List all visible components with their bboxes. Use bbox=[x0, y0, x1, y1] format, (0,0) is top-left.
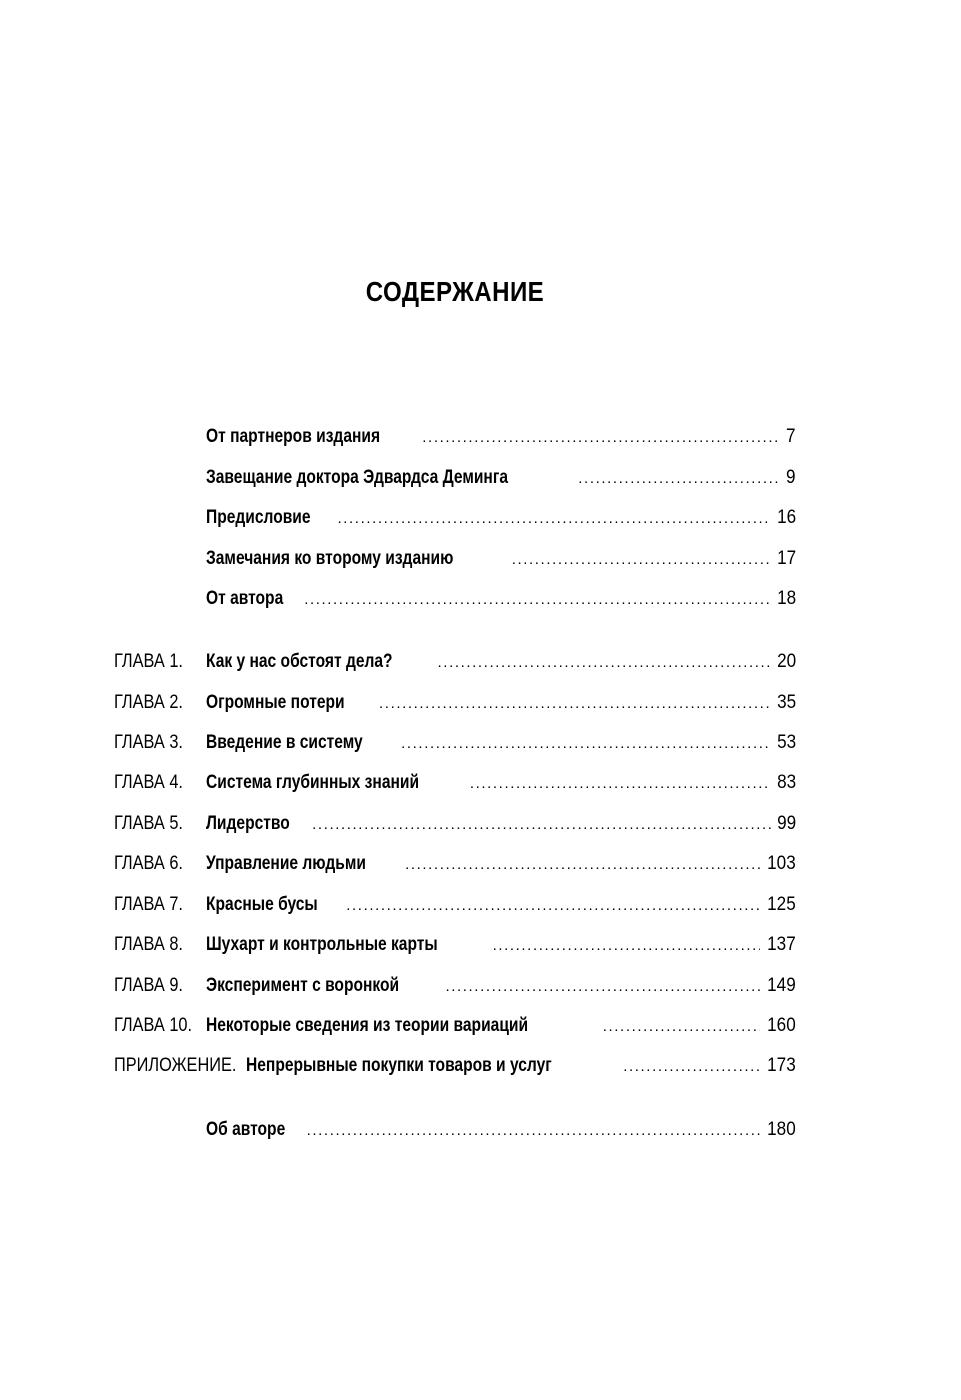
toc-chapter-entry bbox=[114, 931, 796, 959]
toc-chapter-entry bbox=[114, 1012, 796, 1040]
toc-chapter-entry bbox=[114, 810, 796, 838]
toc-dot-leader bbox=[623, 1053, 760, 1081]
chapter-page: 103 bbox=[767, 853, 796, 874]
toc-chapter-entry bbox=[114, 729, 796, 757]
chapter-title: Огромные потери bbox=[206, 692, 345, 713]
chapter-label: ГЛАВА 2. bbox=[114, 692, 183, 713]
chapter-label: ГЛАВА 3. bbox=[114, 732, 183, 753]
toc-entry bbox=[114, 545, 796, 573]
toc-chapter-entry bbox=[114, 972, 796, 1000]
appendix-label: ПРИЛОЖЕНИЕ. bbox=[114, 1055, 237, 1076]
toc-entry-page: 9 bbox=[786, 467, 796, 488]
chapter-label: ГЛАВА 6. bbox=[114, 853, 183, 874]
toc-dot-leader bbox=[307, 1117, 761, 1145]
chapter-title: Система глубинных знаний bbox=[206, 772, 420, 793]
chapter-page: 137 bbox=[767, 934, 796, 955]
chapter-title: Шухарт и контрольные карты bbox=[206, 934, 438, 955]
chapter-label: ГЛАВА 10. bbox=[114, 1015, 193, 1036]
toc-chapter-entry bbox=[114, 648, 796, 676]
toc-dot-leader bbox=[401, 730, 771, 758]
toc-chapter-entry bbox=[114, 769, 796, 797]
toc-dot-leader bbox=[312, 811, 771, 839]
toc-dot-leader bbox=[405, 851, 760, 879]
toc-entry bbox=[114, 504, 796, 532]
toc-entry-title: От автора bbox=[206, 588, 284, 609]
toc-entry-page: 17 bbox=[776, 548, 796, 569]
chapter-label: ГЛАВА 5. bbox=[114, 813, 183, 834]
toc-entry bbox=[114, 585, 796, 613]
toc-dot-leader bbox=[493, 932, 761, 960]
chapter-label: ГЛАВА 1. bbox=[114, 651, 183, 672]
toc-entry-page: 18 bbox=[776, 588, 796, 609]
toc-entry-title: Замечания ко второму изданию bbox=[206, 548, 454, 569]
chapter-title: Введение в систему bbox=[206, 732, 363, 753]
toc-dot-leader bbox=[338, 505, 771, 533]
chapter-title: Лидерство bbox=[206, 813, 290, 834]
toc-entry-title: Завещание доктора Эдвардса Деминга bbox=[206, 467, 508, 488]
chapter-page: 53 bbox=[776, 732, 796, 753]
toc-dot-leader bbox=[512, 546, 771, 574]
chapter-label: ГЛАВА 8. bbox=[114, 934, 183, 955]
toc-chapter-entry bbox=[114, 689, 796, 717]
toc-dot-leader bbox=[379, 690, 771, 718]
toc-dot-leader bbox=[578, 465, 781, 493]
chapter-page: 83 bbox=[776, 772, 796, 793]
chapter-page: 125 bbox=[767, 894, 796, 915]
chapter-page: 35 bbox=[776, 692, 796, 713]
chapter-title: Управление людьми bbox=[206, 853, 366, 874]
appendix-page: 173 bbox=[767, 1055, 796, 1076]
toc-entry-page: 180 bbox=[767, 1119, 796, 1140]
page-title: СОДЕРЖАНИЕ bbox=[365, 276, 545, 307]
chapter-label: ГЛАВА 7. bbox=[114, 894, 183, 915]
toc-chapter-entry bbox=[114, 850, 796, 878]
chapter-label: ГЛАВА 9. bbox=[114, 975, 183, 996]
toc-entry-page: 7 bbox=[786, 426, 796, 447]
toc-dot-leader bbox=[422, 424, 781, 452]
chapter-title: Некоторые сведения из теории вариаций bbox=[206, 1015, 529, 1036]
chapter-page: 160 bbox=[767, 1015, 796, 1036]
toc-dot-leader bbox=[445, 973, 760, 1001]
chapter-page: 99 bbox=[776, 813, 796, 834]
toc-entry-title: От партнеров издания bbox=[206, 426, 381, 447]
toc-entry bbox=[114, 423, 796, 451]
toc-chapter-entry bbox=[114, 891, 796, 919]
toc-entry bbox=[114, 464, 796, 492]
toc-entry-title: Предисловие bbox=[206, 507, 311, 528]
chapter-label: ГЛАВА 4. bbox=[114, 772, 183, 793]
toc-dot-leader bbox=[304, 586, 771, 614]
toc-dot-leader bbox=[603, 1013, 761, 1041]
chapter-title: Эксперимент с воронкой bbox=[206, 975, 400, 996]
toc-dot-leader bbox=[470, 770, 771, 798]
toc-dot-leader bbox=[438, 649, 771, 677]
chapter-page: 149 bbox=[767, 975, 796, 996]
chapter-title: Как у нас обстоят дела? bbox=[206, 651, 393, 672]
chapter-page: 20 bbox=[776, 651, 796, 672]
toc-entry-page: 16 bbox=[776, 507, 796, 528]
toc-appendix-entry bbox=[114, 1052, 796, 1080]
toc-dot-leader bbox=[346, 892, 760, 920]
toc-entry-title: Об авторе bbox=[206, 1119, 286, 1140]
toc-entry bbox=[114, 1116, 796, 1144]
chapter-title: Красные бусы bbox=[206, 894, 318, 915]
appendix-title: Непрерывные покупки товаров и услуг bbox=[246, 1055, 553, 1076]
